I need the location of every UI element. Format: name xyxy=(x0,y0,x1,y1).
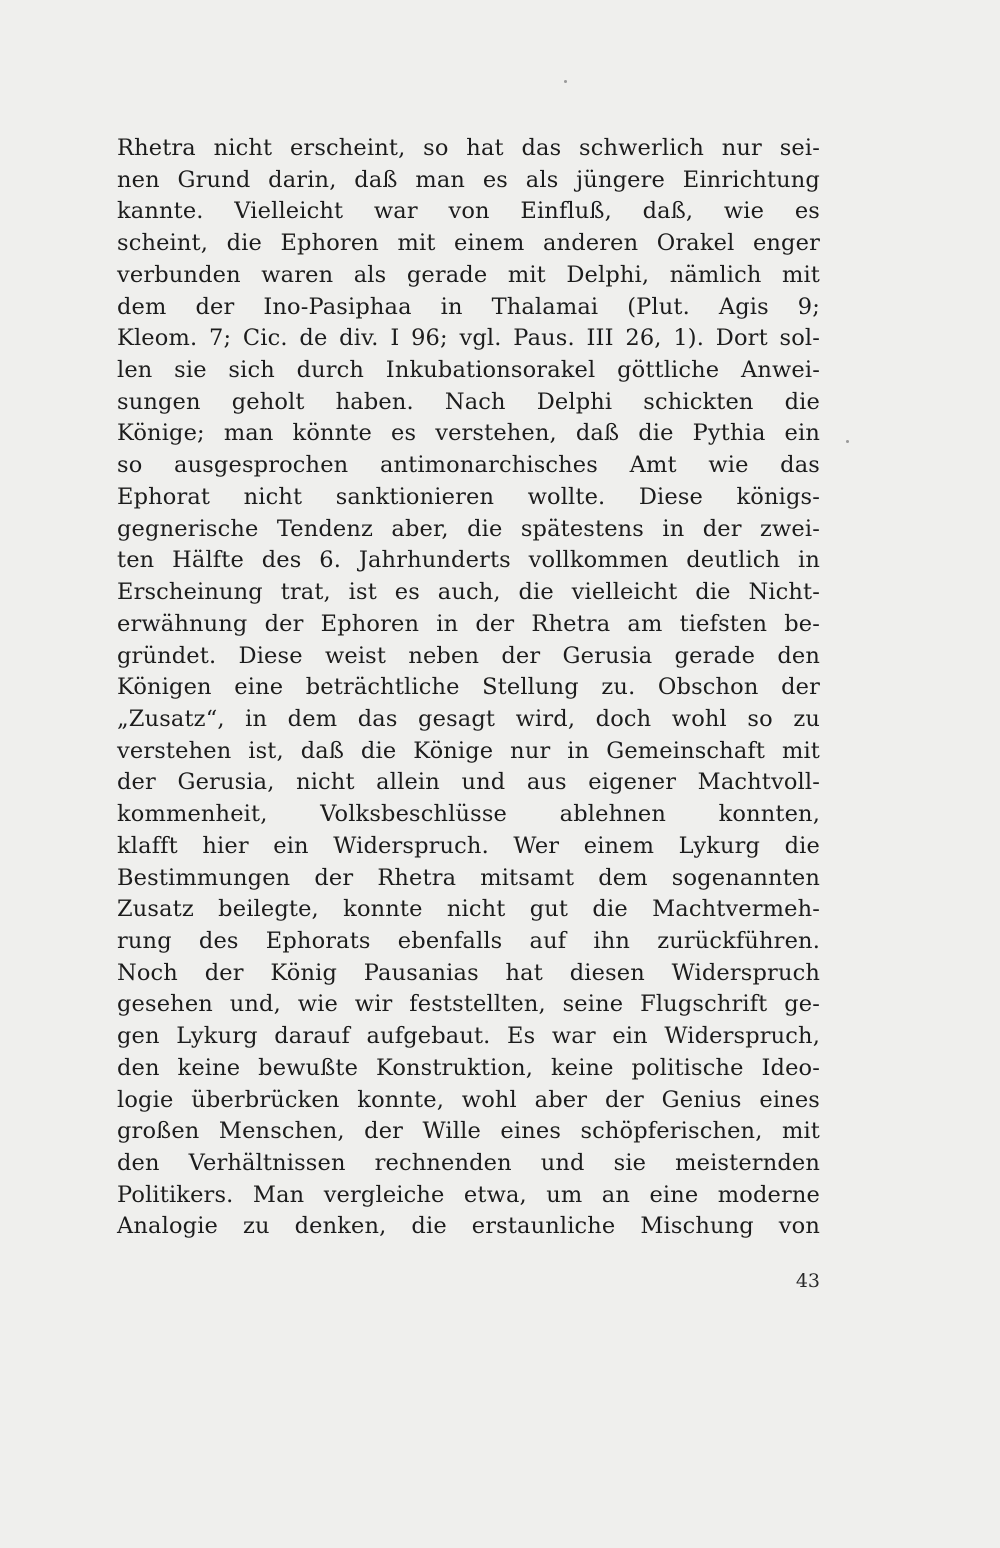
text-line: „Zusatz“, in dem das gesagt wird, doch wohl so zu xyxy=(117,705,820,732)
text-line: scheint, die Ephoren mit einem anderen Orakel enger xyxy=(117,230,820,257)
text-line: verbunden waren als gerade mit Delphi, nämlich mit xyxy=(117,261,820,288)
text-line: Noch der König Pausanias hat diesen Widerspruch xyxy=(117,959,820,986)
text-line: kannte. Vielleicht war von Einfluß, daß, wie es xyxy=(117,198,820,225)
text-line: Kleom. 7; Cic. de div. I 96; vgl. Paus. III 26, 1). Dort sol- xyxy=(117,325,820,352)
text-line: nen Grund darin, daß man es als jüngere Einrichtung xyxy=(117,166,820,193)
text-line: Königen eine beträchtliche Stellung zu. Obschon der xyxy=(117,674,820,701)
paper-speck xyxy=(846,440,849,443)
text-line: Bestimmungen der Rhetra mitsamt dem sogenannten xyxy=(117,864,820,891)
text-line: den keine bewußte Konstruktion, keine politische Ideo- xyxy=(117,1054,820,1081)
text-line: den Verhältnissen rechnenden und sie meisternden xyxy=(117,1150,820,1176)
page-number: 43 xyxy=(795,1270,820,1292)
text-line: verstehen ist, daß die Könige nur in Gemeinschaft mit xyxy=(117,737,820,764)
text-line: dem der Ino-Pasiphaa in Thalamai (Plut. Agis 9; xyxy=(117,293,820,320)
text-line: len sie sich durch Inkubationsorakel göttliche Anwei- xyxy=(117,357,820,384)
text-line: gen Lykurg darauf aufgebaut. Es war ein Widerspruch, xyxy=(117,1023,820,1050)
text-line: gesehen und, wie wir feststellten, seine Flugschrift ge- xyxy=(117,991,820,1018)
text-line: so ausgesprochen antimonarchisches Amt wie das xyxy=(117,452,820,479)
text-line: klafft hier ein Widerspruch. Wer einem Lykurg die xyxy=(117,832,820,859)
text-line: gründet. Diese weist neben der Gerusia gerade den xyxy=(117,642,820,669)
text-line: Politikers. Man vergleiche etwa, um an eine moderne xyxy=(117,1181,820,1208)
paper-speck xyxy=(564,80,567,83)
text-line: rung des Ephorats ebenfalls auf ihn zurückführen. xyxy=(117,927,820,954)
text-line: gegnerische Tendenz aber, die spätestens in der zwei- xyxy=(117,515,820,542)
text-line: Rhetra nicht erscheint, so hat das schwerlich nur sei- xyxy=(117,135,820,161)
text-line: Erscheinung trat, ist es auch, die vielleicht die Nicht- xyxy=(117,579,820,606)
text-line: Könige; man könnte es verstehen, daß die Pythia ein xyxy=(117,420,820,447)
text-line: erwähnung der Ephoren in der Rhetra am tiefsten be- xyxy=(117,610,820,637)
text-line: logie überbrücken konnte, wohl aber der Genius eines xyxy=(117,1086,820,1113)
body-text xyxy=(117,133,820,1243)
text-line: Ephorat nicht sanktionieren wollte. Diese königs- xyxy=(117,483,820,510)
text-line: Zusatz beilegte, konnte nicht gut die Machtvermeh- xyxy=(117,896,820,923)
text-line: kommenheit, Volksbeschlüsse ablehnen konnten, xyxy=(117,801,820,828)
text-line: Analogie zu denken, die erstaunliche Mischung von xyxy=(117,1213,820,1240)
text-line: sungen geholt haben. Nach Delphi schickten die xyxy=(117,388,820,415)
text-line: der Gerusia, nicht allein und aus eigener Machtvoll- xyxy=(117,769,820,796)
text-line: ten Hälfte des 6. Jahrhunderts vollkommen deutlich in xyxy=(117,547,820,574)
text-line: großen Menschen, der Wille eines schöpferischen, mit xyxy=(117,1118,820,1145)
